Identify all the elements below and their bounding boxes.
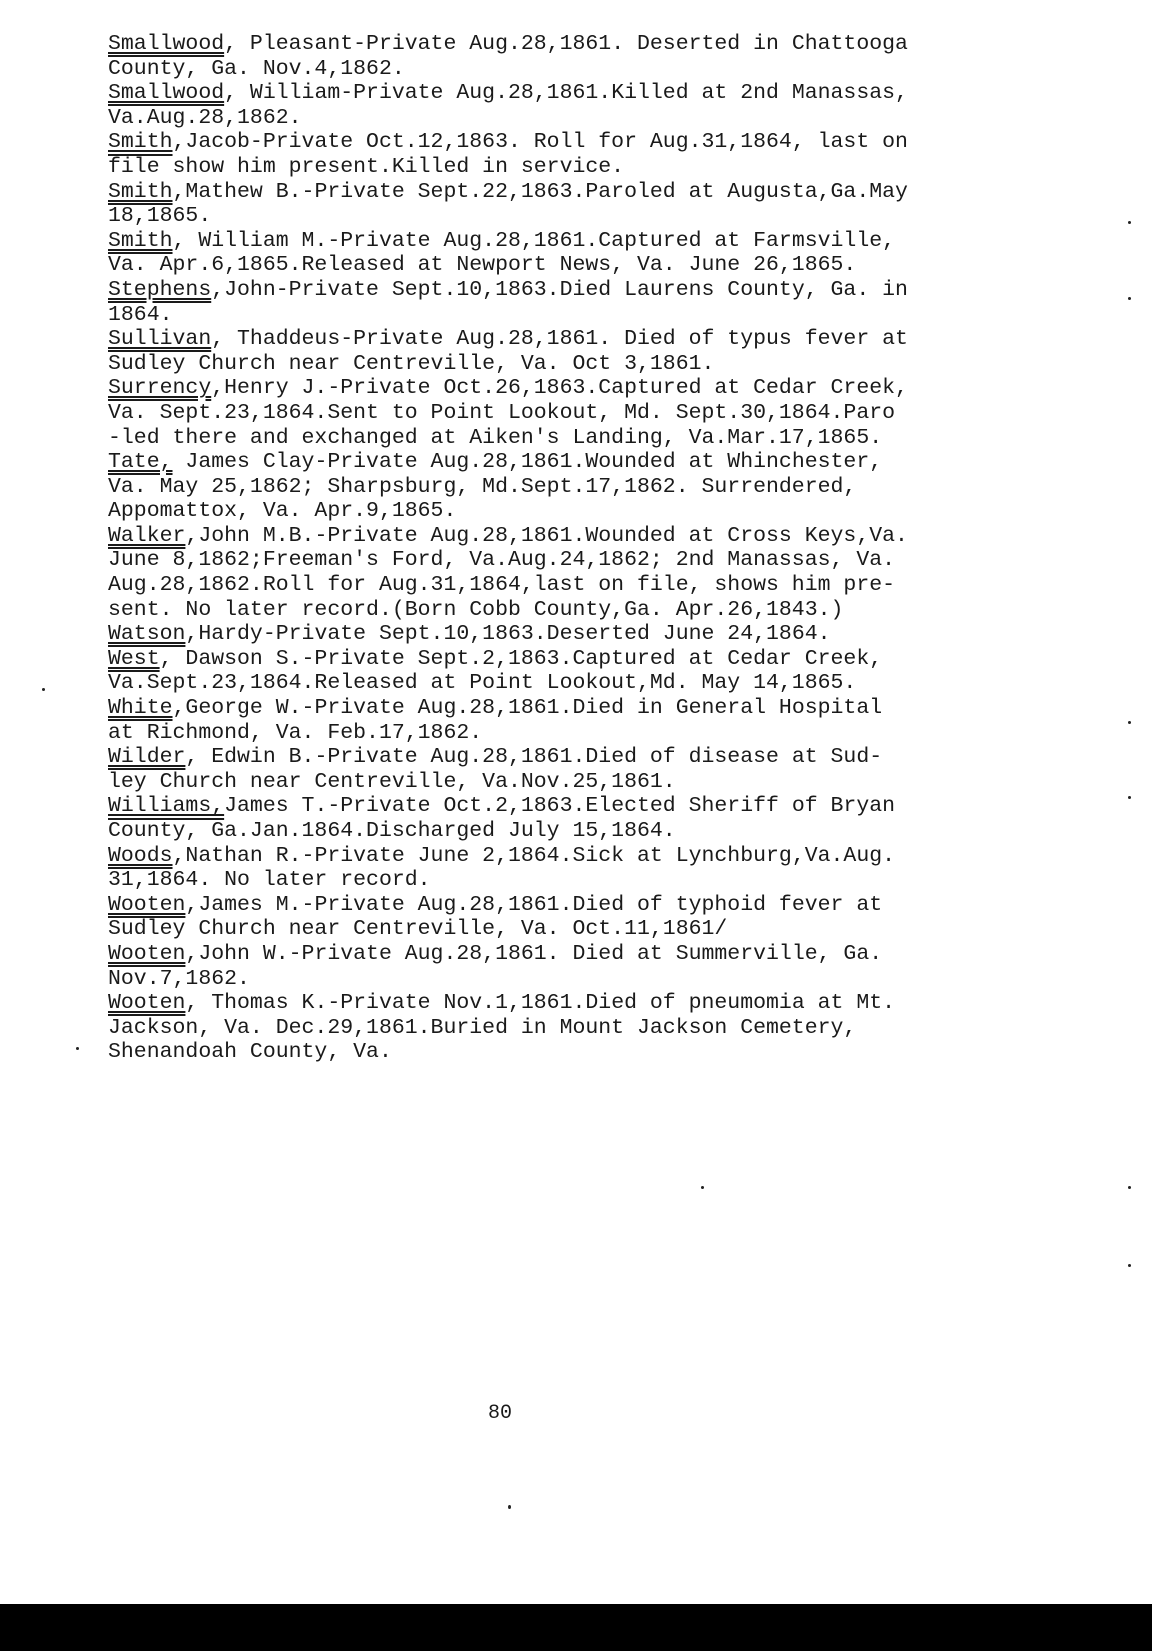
roster-entry — [108, 450, 1108, 524]
scan-speck — [1128, 1186, 1131, 1189]
entry-surname: Surrency — [108, 376, 212, 401]
entry-details: , William M.-Private Aug.28,1861.Captured at Farmsville, Va. Apr.6,1865.Released at Newport News, Va. June 26,1865. — [108, 228, 896, 278]
entry-surname: Williams, — [108, 794, 225, 819]
entry-details: , Dawson S.-Private Sept.2,1863.Captured at Cedar Creek, Va.Sept.23,1864.Released at Point Lookout,Md. May 14,1865. — [108, 646, 883, 696]
entry-details: ,Nathan R.-Private June 2,1864.Sick at Lynchburg,Va.Aug. 31,1864. No later record. — [108, 843, 896, 893]
entry-details: ,Hardy-Private Sept.10,1863.Deserted June 24,1864. — [185, 622, 831, 647]
entry-details: ,Henry J.-Private Oct.26,1863.Captured at Cedar Creek, Va. Sept.23,1864.Sent to Point Lookout, Md. Sept.30,1864.Paro -led there and exchanged at Aiken's Landing, Va.Mar.17,1865. — [108, 376, 908, 450]
roster-entry — [108, 278, 1108, 327]
roster-entry — [108, 524, 1108, 622]
entry-details: ,George W.-Private Aug.28,1861.Died in General Hospital at Richmond, Va. Feb.17,1862. — [108, 696, 883, 745]
entry-surname: Smith — [108, 130, 173, 155]
roster-entry — [108, 32, 1108, 81]
roster-entry — [108, 180, 1108, 229]
entry-details: James T.-Private Oct.2,1863.Elected Sheriff of Bryan County, Ga.Jan.1864.Discharged July 15,1864. — [108, 794, 896, 843]
roster-entry — [108, 130, 1108, 179]
roster-entry — [108, 942, 1108, 991]
roster-entry — [108, 81, 1108, 130]
roster-entry — [108, 844, 1108, 893]
roster-entry — [108, 745, 1108, 794]
entry-surname: Wooten — [108, 892, 186, 917]
roster-entry — [108, 647, 1108, 696]
entry-surname: Smith — [108, 228, 173, 253]
entry-surname: Walker — [108, 523, 186, 548]
entry-surname: Wilder — [108, 745, 186, 770]
roster-entry — [108, 229, 1108, 278]
scan-speck — [1128, 297, 1131, 300]
scan-speck — [1128, 721, 1131, 724]
entry-surname: Wooten — [108, 991, 186, 1016]
roster-entry — [108, 327, 1108, 376]
entry-surname: Stephens — [108, 277, 212, 302]
entry-surname: Watson — [108, 622, 186, 647]
entry-surname: Wooten — [108, 941, 186, 966]
entry-surname: Smith — [108, 179, 173, 204]
entry-surname: Woods — [108, 843, 173, 868]
page-number: 80 — [488, 1402, 513, 1425]
entry-details: ,James M.-Private Aug.28,1861.Died of typhoid fever at Sudley Church near Centreville, Va. Oct.11,1861/ — [108, 892, 883, 942]
entry-details: , Thomas K.-Private Nov.1,1861.Died of pneumomia at Mt. Jackson, Va. Dec.29,1861.Buried in Mount Jackson Cemetery, Shenandoah County, Va. — [108, 991, 896, 1065]
scan-speck — [1128, 221, 1131, 224]
entry-surname: Sullivan — [108, 327, 212, 352]
entry-details: ,Mathew B.-Private Sept.22,1863.Paroled at Augusta,Ga.May 18,1865. — [108, 179, 908, 229]
scan-speck — [508, 1505, 511, 1509]
roster-entry — [108, 376, 1108, 450]
scan-speck — [701, 1186, 704, 1189]
scan-speck — [1128, 1264, 1131, 1267]
roster-list — [108, 32, 1108, 1065]
roster-entry — [108, 622, 1108, 647]
roster-entry — [108, 991, 1108, 1065]
scan-speck — [76, 1047, 79, 1050]
scan-speck — [42, 688, 45, 691]
roster-entry — [108, 893, 1108, 942]
entry-surname: Smallwood — [108, 32, 225, 56]
entry-surname: White — [108, 696, 173, 721]
entry-details: ,Jacob-Private Oct.12,1863. Roll for Aug.31,1864, last on file show him present.Killed in service. — [108, 130, 908, 179]
entry-surname: Tate, — [108, 450, 173, 475]
entry-details: , William-Private Aug.28,1861.Killed at 2nd Manassas, Va.Aug.28,1862. — [108, 81, 908, 130]
roster-entry — [108, 696, 1108, 745]
scan-bottom-edge — [0, 1604, 1152, 1651]
scan-speck — [1128, 796, 1131, 799]
roster-entry — [108, 794, 1108, 843]
entry-details: James Clay-Private Aug.28,1861.Wounded at Whinchester, Va. May 25,1862; Sharpsburg, Md.Sept.17,1862. Surrendered, Appomattox, Va. Apr.9,1865. — [108, 450, 883, 524]
entry-surname: Smallwood — [108, 81, 225, 106]
entry-details: , Edwin B.-Private Aug.28,1861.Died of disease at Sud- ley Church near Centreville, Va.Nov.25,1861. — [108, 745, 883, 794]
entry-details: ,John-Private Sept.10,1863.Died Laurens County, Ga. in 1864. — [108, 277, 908, 327]
entry-surname: West — [108, 646, 160, 671]
entry-details: , Pleasant-Private Aug.28,1861. Deserted in Chattooga County, Ga. Nov.4,1862. — [108, 32, 908, 81]
entry-details: , Thaddeus-Private Aug.28,1861. Died of typus fever at Sudley Church near Centreville, Va. Oct 3,1861. — [108, 327, 908, 376]
entry-details: ,John M.B.-Private Aug.28,1861.Wounded at Cross Keys,Va. June 8,1862;Freeman's Ford, Va.Aug.24,1862; 2nd Manassas, Va. Aug.28,1862.Roll for Aug.31,1864,last on file, shows him pre- sent. No later record.(Born Cobb County,Ga. Apr.26,1843.) — [108, 523, 908, 622]
entry-details: ,John W.-Private Aug.28,1861. Died at Summerville, Ga. Nov.7,1862. — [108, 941, 883, 991]
